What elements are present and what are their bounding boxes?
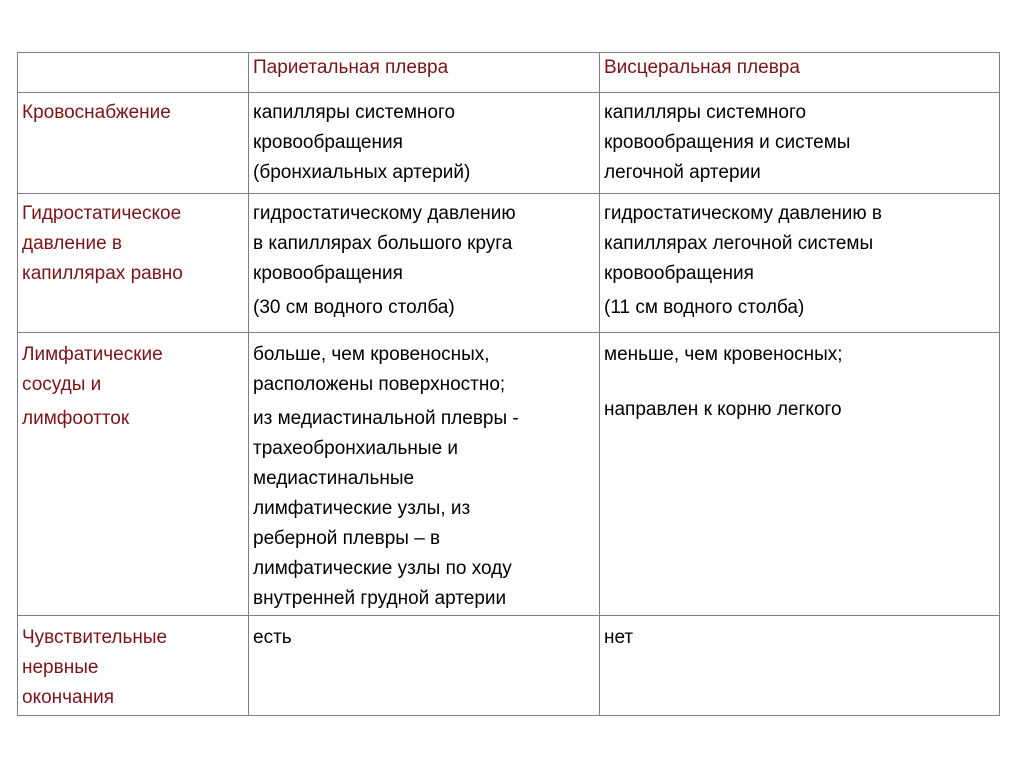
row-lymphatics (18, 333, 1000, 616)
text-line: лимфатические узлы, из (253, 498, 471, 519)
text-line: направлен к корню легкого (604, 399, 842, 420)
text-line: из медиастинальной плевры - (253, 408, 519, 429)
text-line: кровообращения и системы (604, 132, 851, 153)
text-line: расположены поверхностно; (253, 374, 506, 395)
row-sensory-nerves (18, 616, 1000, 716)
text-line: капилляры системного (604, 102, 807, 123)
text-line: (11 см водного столба) (604, 297, 805, 318)
text-line: капилляры системного (253, 102, 456, 123)
text-line: гидростатическому давлению (253, 203, 516, 224)
text-line: трахеобронхиальные и (253, 438, 459, 459)
text-line: (30 см водного столба) (253, 297, 455, 318)
text-line: внутренней грудной артерии (253, 588, 507, 609)
text-line: реберной плевры – в (253, 528, 441, 549)
text-line: лимфатические узлы по ходу (253, 558, 512, 579)
text-line: кровообращения (253, 132, 403, 153)
text-line: есть (253, 627, 292, 648)
label-line: окончания (22, 687, 115, 708)
text-line: кровообращения (253, 263, 403, 284)
header-visceral: Висцеральная плевра (600, 53, 1000, 93)
cell-visceral-hydrostatic-pressure (600, 194, 1000, 333)
label-line: нервные (22, 657, 99, 678)
text-line: (бронхиальных артерий) (253, 162, 471, 183)
header-row (18, 53, 1000, 93)
label-line: давление в (22, 233, 123, 254)
header-parietal: Париетальная плевра (249, 53, 600, 93)
label-line: Лимфатические (22, 344, 163, 365)
row-label-hydrostatic-pressure (18, 194, 249, 333)
text-line: кровообращения (604, 263, 754, 284)
row-hydrostatic-pressure (18, 194, 1000, 333)
text-line: больше, чем кровеносных, (253, 344, 490, 365)
label-line: капиллярах равно (22, 263, 183, 284)
text-line: меньше, чем кровеносных; (604, 344, 843, 365)
label-line: лимфоотток (22, 408, 130, 429)
text-line: нет (604, 627, 634, 648)
header-empty-cell (18, 53, 249, 93)
label-line: Кровоснабжение (22, 102, 171, 123)
text-line: капиллярах легочной системы (604, 233, 874, 254)
cell-parietal-blood-supply (249, 93, 600, 194)
text-line: в капиллярах большого круга (253, 233, 513, 254)
cell-visceral-lymphatics (600, 333, 1000, 616)
row-blood-supply (18, 93, 1000, 194)
row-label-lymphatics (18, 333, 249, 616)
text-line: легочной артерии (604, 162, 761, 183)
cell-parietal-lymphatics (249, 333, 600, 616)
cell-parietal-hydrostatic-pressure (249, 194, 600, 333)
label-line: Гидростатическое (22, 203, 182, 224)
text-line: медиастинальные (253, 468, 415, 489)
pleura-comparison-table (17, 52, 1000, 716)
cell-visceral-blood-supply (600, 93, 1000, 194)
cell-parietal-sensory-nerves (249, 616, 600, 716)
text-line: гидростатическому давлению в (604, 203, 883, 224)
row-label-blood-supply (18, 93, 249, 194)
label-line: сосуды и (22, 374, 102, 395)
cell-visceral-sensory-nerves (600, 616, 1000, 716)
label-line: Чувствительные (22, 627, 168, 648)
row-label-sensory-nerves (18, 616, 249, 716)
